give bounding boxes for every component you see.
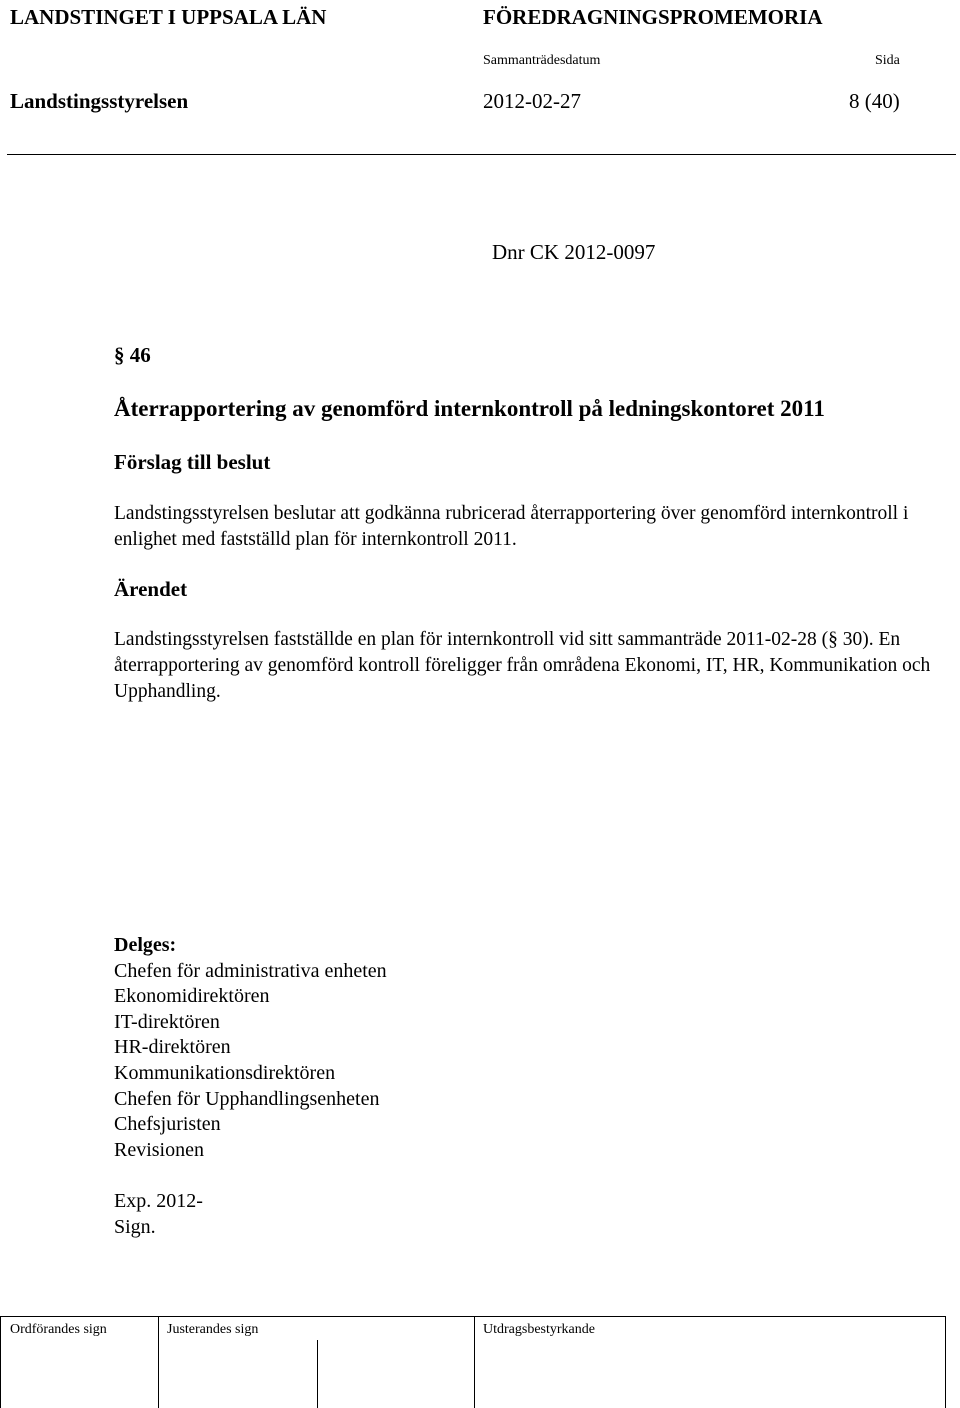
board-name: Landstingsstyrelsen xyxy=(10,89,189,113)
adjuster-signature-label: Justerandes sign xyxy=(167,1322,259,1337)
recipient: Chefen för administrativa enheten xyxy=(114,959,387,982)
matter-paragraph: Landstingsstyrelsen fastställde en plan för internkontroll vid sitt sammanträde 2011-02-28 (§ 30). En återrapportering av genomförd kontroll föreligger från områdena Ekonomi, IT, HR, Kommunikation och Upphandling. xyxy=(114,629,931,702)
dispatch-sign: Sign. xyxy=(114,1215,156,1238)
dispatch-exp: Exp. 2012- xyxy=(114,1190,203,1212)
meeting-date: 2012-02-27 xyxy=(483,89,581,113)
organization-name: LANDSTINGET I UPPSALA LÄN xyxy=(10,5,327,29)
recipient: Kommunikationsdirektören xyxy=(114,1061,336,1084)
recipient: IT-direktören xyxy=(114,1010,220,1033)
recipient: Chefsjuristen xyxy=(114,1113,221,1136)
paragraph-number: § 46 xyxy=(114,343,151,367)
footer-border-extract xyxy=(474,1316,475,1408)
page-label: Sida xyxy=(875,53,900,68)
matter-heading: Ärendet xyxy=(114,577,188,601)
footer-border-right xyxy=(945,1316,946,1408)
recipient: Revisionen xyxy=(114,1138,204,1161)
matter-text xyxy=(114,627,954,705)
extract-certification-label: Utdragsbestyrkande xyxy=(483,1322,595,1337)
footer-border-chair xyxy=(158,1316,159,1408)
proposal-paragraph: Landstingsstyrelsen beslutar att godkänna rubricerad återrapportering över genomförd internkontroll i enlighet med fastställd plan för internkontroll 2011. xyxy=(114,503,909,550)
recipient: Chefen för Upphandlingsenheten xyxy=(114,1087,380,1110)
header-divider xyxy=(7,154,956,155)
footer-border-adjuster-split xyxy=(317,1340,318,1408)
proposal-text xyxy=(114,501,954,553)
chair-signature-label: Ordförandes sign xyxy=(10,1322,107,1337)
dispatch-block xyxy=(114,1189,203,1240)
footer-divider xyxy=(0,1316,946,1317)
proposal-heading: Förslag till beslut xyxy=(114,450,271,474)
section-title: Återrapportering av genomförd internkontroll på ledningskontoret 2011 xyxy=(114,396,825,421)
recipient: HR-direktören xyxy=(114,1036,231,1059)
reference-number: Dnr CK 2012-0097 xyxy=(492,240,656,264)
meeting-date-label: Sammanträdesdatum xyxy=(483,53,601,68)
page-number: 8 (40) xyxy=(849,89,900,113)
distribution-heading: Delges: xyxy=(114,934,177,956)
distribution-list xyxy=(114,933,387,1163)
recipient: Ekonomidirektören xyxy=(114,985,270,1008)
footer-border-left xyxy=(0,1316,1,1408)
document-type: FÖREDRAGNINGSPROMEMORIA xyxy=(483,5,823,29)
